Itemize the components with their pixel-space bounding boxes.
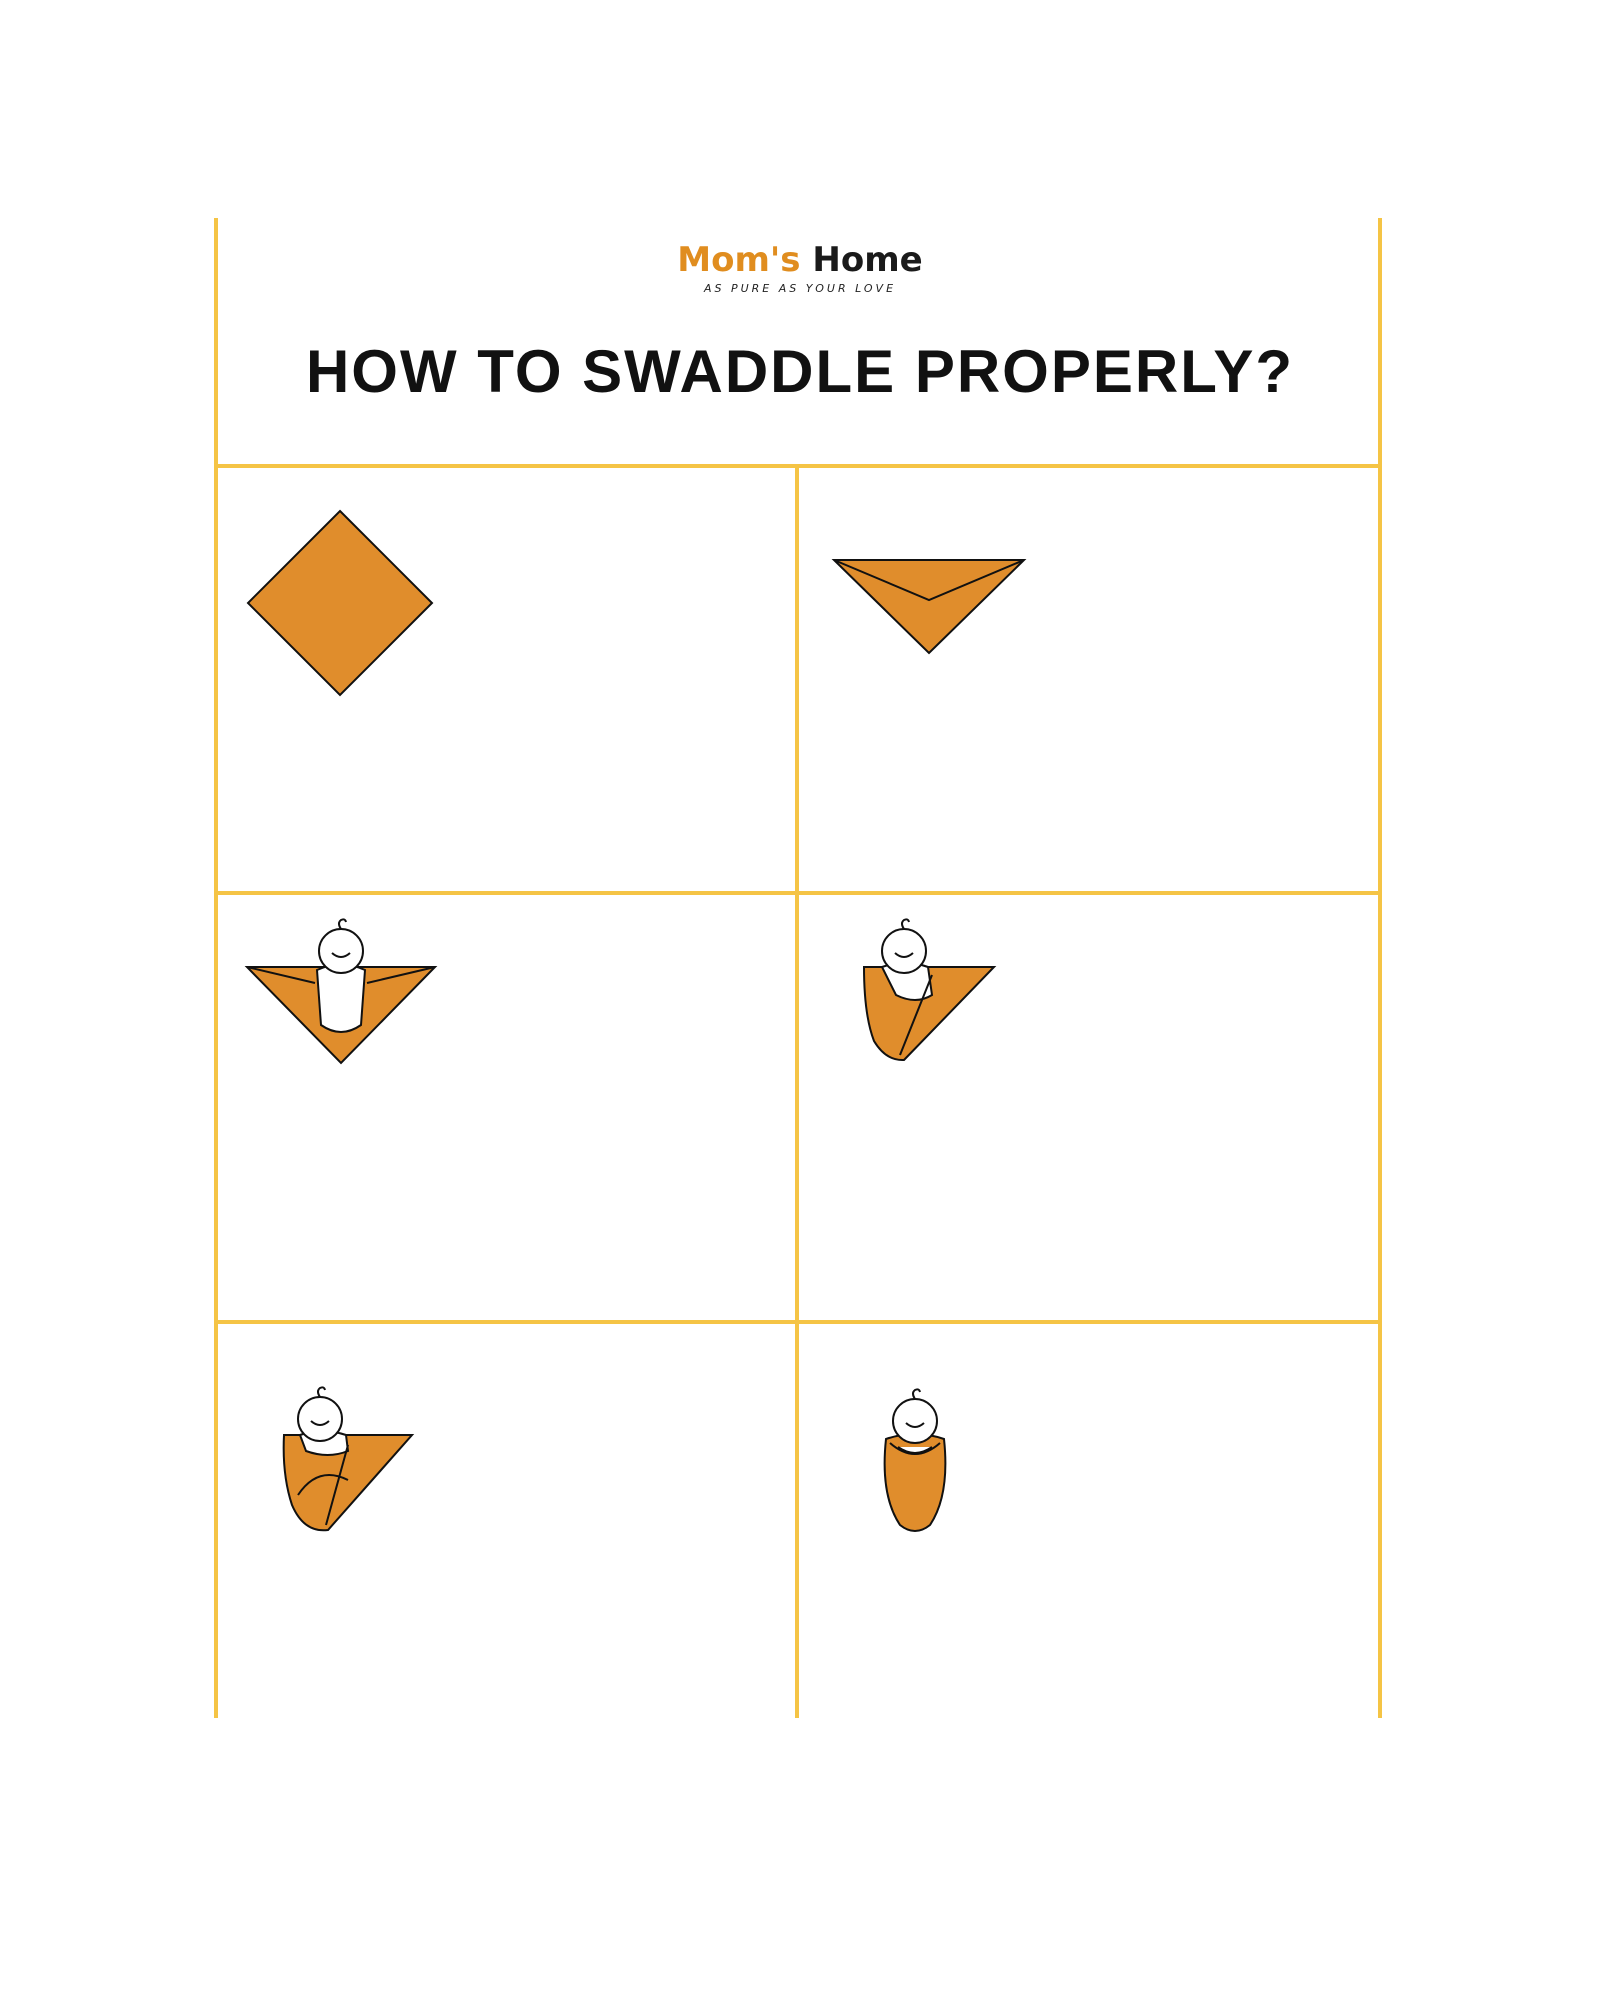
left-wrap-icon	[856, 915, 996, 1065]
brand-logo	[0, 240, 1600, 295]
logo-moms-text: Mom's	[677, 240, 801, 280]
brand-tagline: AS PURE AS YOUR LOVE	[703, 282, 897, 295]
diamond-blanket-icon	[245, 508, 435, 698]
frame-left-border	[214, 218, 218, 1718]
page-title: HOW TO SWADDLE PROPERLY?	[305, 338, 1295, 405]
swaddled-baby-icon	[880, 1385, 950, 1535]
bottom-fold-icon	[278, 1385, 414, 1535]
baby-on-blanket-icon	[245, 915, 437, 1065]
frame-divider-center	[795, 464, 799, 1718]
frame-right-border	[1378, 218, 1382, 1718]
logo-home-text: Home	[812, 240, 923, 280]
triangle-blanket-icon	[832, 555, 1026, 655]
